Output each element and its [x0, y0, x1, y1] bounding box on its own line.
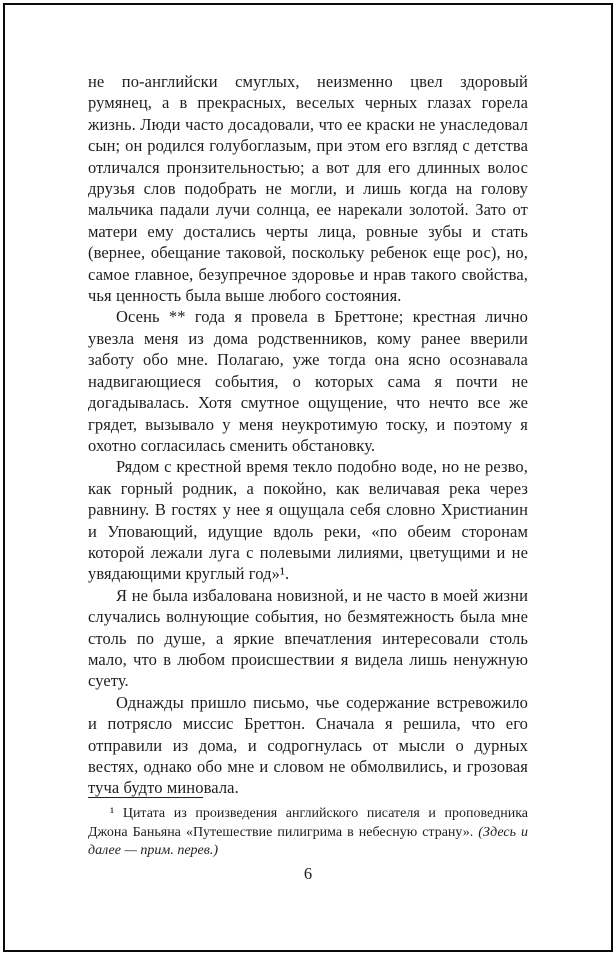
footnote-text [88, 805, 528, 861]
paragraph: Осень ** года я провела в Бреттоне; крестная лично увезла меня из дома родственников, кому ранее вверили заботу обо мне. Полагаю, уже тогда она ясно осознавала надвигающиеся события, о которых сама я почти не догадывалась. Хотя смутное ощущение, что нечто все же грядет, вызывало у меня неукротимую тоску, и поэтому я охотно согласилась сменить обстановку. [88, 307, 528, 455]
footnote-section [88, 797, 528, 861]
page-number: 6 [303, 864, 313, 883]
paragraph: Я не была избалована новизной, и не часто в моей жизни случались волнующие события, но безмятежность была мне столь по душе, а яркие впечатления интересовали столь мало, что в любом происшествии я видела лишь ненужную суету. [88, 585, 528, 691]
footnote-marker: ¹ [110, 806, 115, 821]
paragraph: Рядом с крестной время текло подобно воде, но не резво, как горный родник, а покойно, как величавая река через равнину. В гостях у нее я ощущала себя словно Христианин и Уповающий, идущие вдоль реки, «по обеим сторонам которой лежали луга с полевыми лилиями, цветущими и не увядающими круглый год»¹. [88, 457, 528, 584]
footnote-divider [88, 797, 203, 798]
footnote-body: Цитата из произведения английского писателя и проповедника Джона Баньяна «Путешествие пилигрима в небесную страну». [88, 806, 528, 840]
paragraph: Однажды пришло письмо, чье содержание встревожило и потрясло миссис Бреттон. Сначала я решила, что его отправили из дома, и содрогнулась от мысли о дурных вестях, однако обо мне и словом не обмолвились, и грозовая туча будто миновала. [88, 692, 528, 798]
paragraph-continuation: не по-английски смуглых, неизменно цвел здоровый румянец, а в прекрасных, веселых черных глазах горела жизнь. Люди часто досадовали, что ее краски не унаследовал сын; он родился голубоглазым, при этом его взгляд с детства отличался пронзительностью; а вот для его длинных волос друзья слов подобрать не могли, и лишь когда на голову мальчика падали лучи солнца, ее нарекали золотой. Зато от матери ему достались черты лица, ровные зубы и стать (вернее, обещание таковой, поскольку ребенок еще рос), но, самое главное, безупречное здоровье и нрав такого свойства, чья ценность была выше любого состояния. [88, 72, 528, 306]
footnote-note-italic: (Здесь и далее — прим. перев.) [88, 824, 528, 859]
page-text-block [88, 71, 528, 799]
